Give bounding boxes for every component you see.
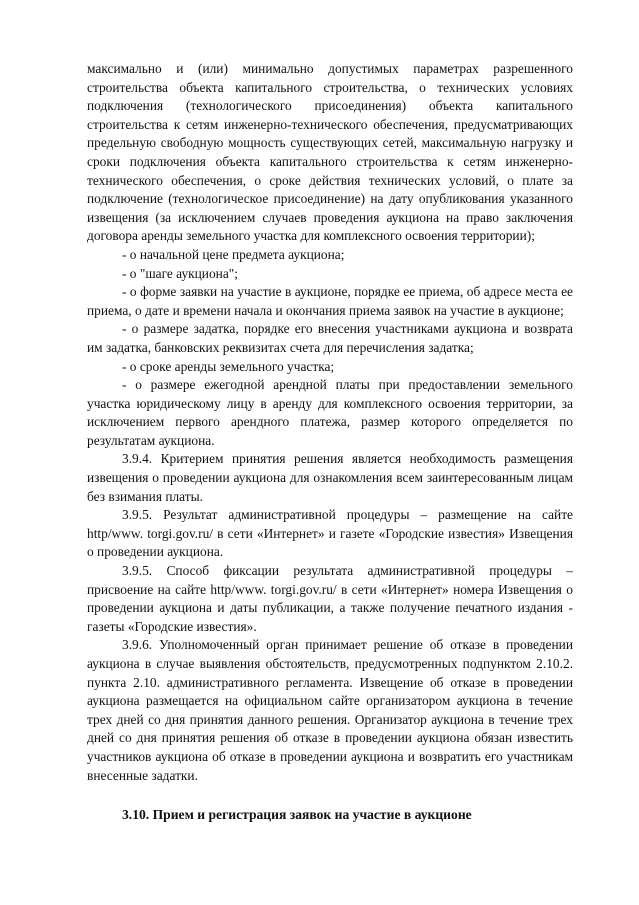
paragraph: 3.9.6. Уполномоченный орган принимает решение об отказе в проведении аукциона в случае выявления обстоятельств, предусмотренных подпунктом 2.10.2. пункта 2.10. административного регламента. Извещение об отказе в проведении аукциона размещается на официальном сайте организатором аукциона в течение трех дней со дня принятия данного решения. Организатор аукциона в течение трех дней со дня принятия решения об отказе в проведении аукциона обязан известить участников аукциона об отказе в проведении аукциона и возвратить его участникам внесенные задатки. bbox=[87, 637, 573, 783]
paragraph: максимально и (или) минимально допустимых параметрах разрешенного строительства объекта капитального строительства, о технических условиях подключения (технологического присоединения) объекта капитального строительства к сетям инженерно-технического обеспечения, предусматривающих предельную свободную мощность существующих сетей, максимальную нагрузку и сроки подключения объекта капитального строительства к сетям инженерно-технического обеспечения, о сроке действия технических условий, о плате за подключение (технологическое присоединение) на дату опубликования указанного извещения (за исключением случаев проведения аукциона на право заключения договора аренды земельного участка для комплексного освоения территории); bbox=[87, 61, 573, 244]
list-item: - о сроке аренды земельного участка; bbox=[122, 358, 335, 374]
paragraph: 3.9.4. Критерием принятия решения является необходимость размещения извещения о проведении аукциона для ознакомления всем заинтересованным лицам без взимания платы. bbox=[87, 451, 573, 504]
document-page bbox=[87, 60, 573, 825]
list-item: - о размере ежегодной арендной платы при предоставлении земельного участка юридическому лицу в аренду для комплексного освоения территории, за исключением первого арендного платежа, размер которого определяется по результатам аукциона. bbox=[87, 377, 573, 448]
list-item: - о размере задатка, порядке его внесения участниками аукциона и возврата им задатка, банковских реквизитах счета для перечисления задатка; bbox=[87, 321, 573, 355]
list-item: - о "шаге аукциона"; bbox=[122, 265, 238, 281]
section-heading: 3.10. Прием и регистрация заявок на участие в аукционе bbox=[122, 807, 472, 823]
paragraph: 3.9.5. Способ фиксации результата административной процедуры – присвоение на сайте http/www. torgi.gov.ru/ в сети «Интернет» номера Извещения о проведении аукциона и даты публикации, а также получение печатного издания - газеты «Городские известия». bbox=[87, 563, 573, 634]
paragraph: 3.9.5. Результат административной процедуры – размещение на сайте http/www. torgi.gov.ru/ в сети «Интернет» и газете «Городские известия» Извещения о проведении аукциона. bbox=[87, 507, 573, 560]
list-item: - о начальной цене предмета аукциона; bbox=[122, 246, 345, 262]
list-item: - о форме заявки на участие в аукционе, порядке ее приема, об адресе места ее приема, о дате и времени начала и окончания приема заявок на участие в аукционе; bbox=[87, 284, 573, 318]
